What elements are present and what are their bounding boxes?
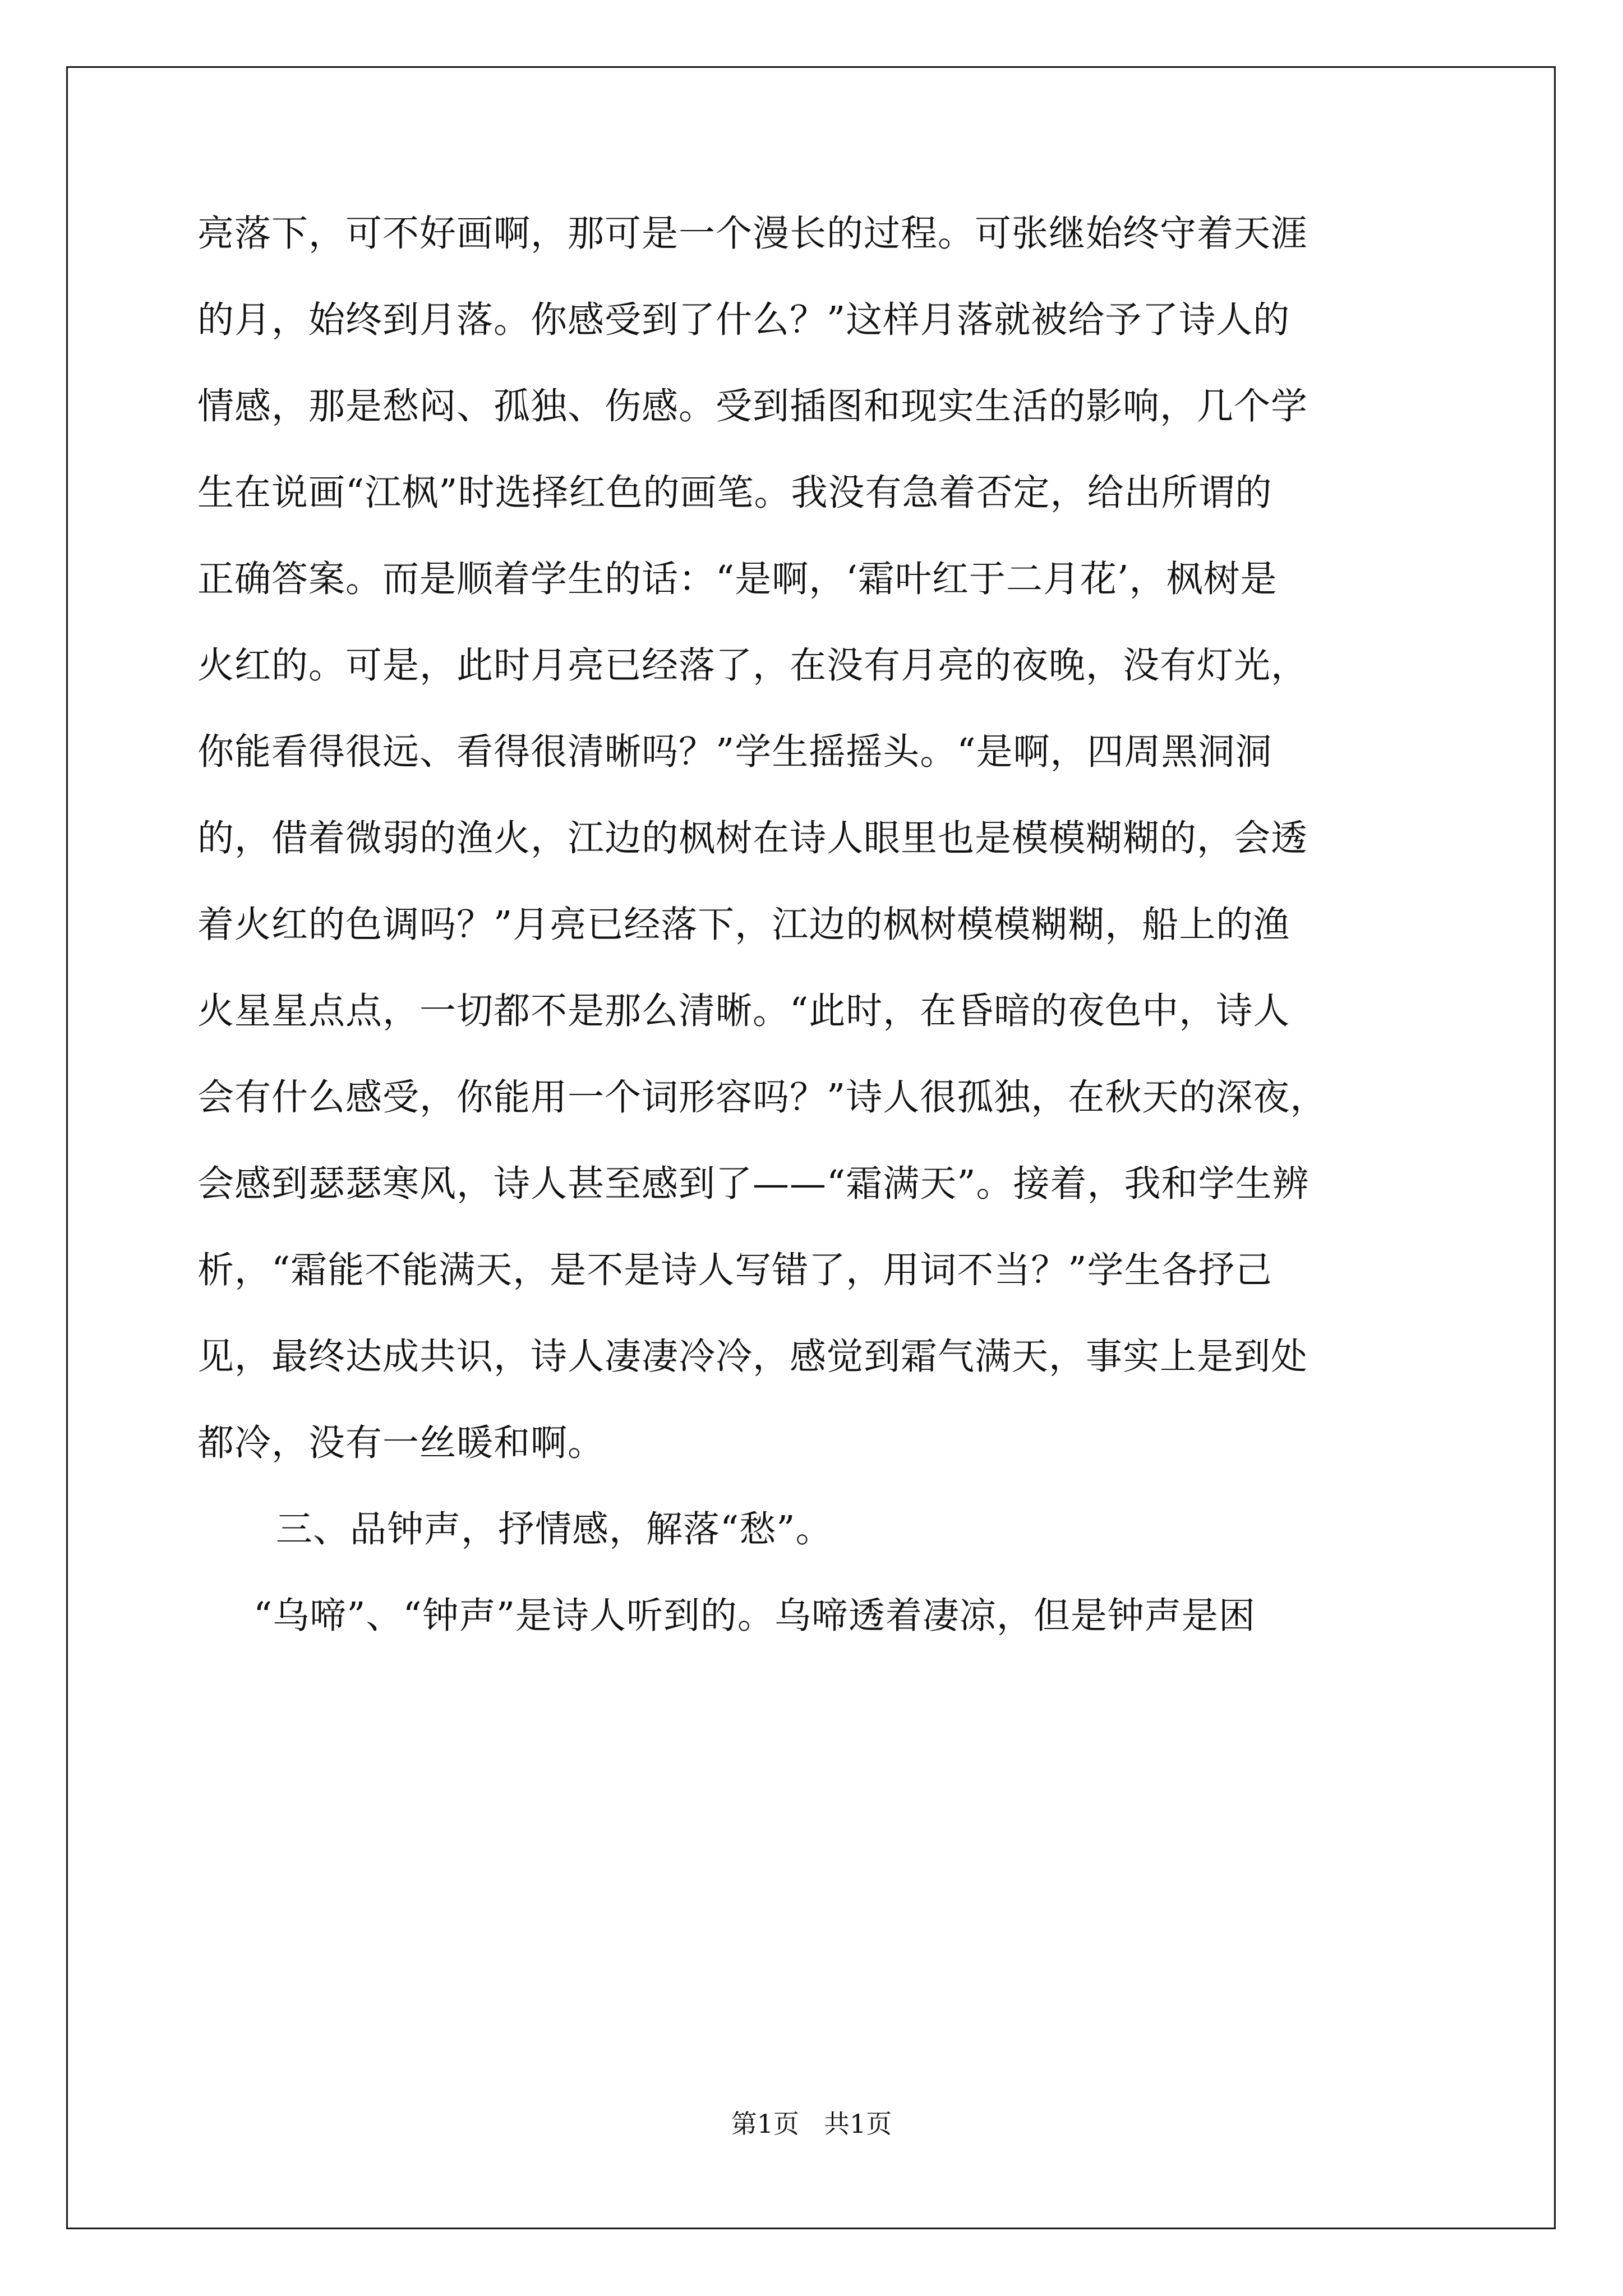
text-line: 析，“霜能不能满天，是不是诗人写错了，用词不当？”学生各抒己: [197, 1249, 1272, 1291]
text-line: 的，借着微弱的渔火，江边的枫树在诗人眼里也是模模糊糊的，会透: [197, 817, 1308, 859]
text-line: 的月，始终到月落。你感受到了什么？”这样月落就被给予了诗人的: [197, 299, 1290, 341]
text-line: 火星星点点，一切都不是那么清晰。“此时，在昏暗的夜色中，诗人: [197, 990, 1290, 1032]
page-number: 第1页: [731, 2109, 800, 2139]
text-line: 你能看得很远、看得很清晰吗？”学生摇摇头。“是啊，四周黑洞洞: [197, 731, 1272, 773]
page-footer: [0, 2104, 1623, 2141]
text-line: 都冷，没有一丝暖和啊。: [197, 1422, 605, 1464]
text-line: 情感，那是愁闷、孤独、伤感。受到插图和现实生活的影响，几个学: [197, 385, 1308, 427]
document-body: [197, 191, 1431, 1659]
section-heading: 三、品钟声，抒情感，解落“愁”。: [276, 1508, 833, 1550]
text-line: 亮落下，可不好画啊，那可是一个漫长的过程。可张继始终守着天涯: [197, 213, 1308, 255]
text-line: 会有什么感受，你能用一个词形容吗？”诗人很孤独，在秋天的深夜，: [197, 1076, 1327, 1119]
text-line: 生在说画“江枫”时选择红色的画笔。我没有急着否定，给出所谓的: [197, 472, 1272, 514]
text-line: 见，最终达成共识，诗人凄凄冷冷，感觉到霜气满天，事实上是到处: [197, 1336, 1308, 1378]
text-line: 着火红的色调吗？”月亮已经落下，江边的枫树模模糊糊，船上的渔: [197, 904, 1290, 946]
text-line: 正确答案。而是顺着学生的话：“是啊，‘霜叶红于二月花’，枫树是: [197, 558, 1278, 600]
text-line: “乌啼”、“钟声”是诗人听到的。乌啼透着凄凉，但是钟声是困: [253, 1595, 1256, 1637]
text-line: 火红的。可是，此时月亮已经落了，在没有月亮的夜晚，没有灯光，: [197, 645, 1308, 687]
page-total: 共1页: [823, 2109, 892, 2139]
text-line: 会感到瑟瑟寒风，诗人甚至感到了——“霜满天”。接着，我和学生辨: [197, 1163, 1310, 1205]
